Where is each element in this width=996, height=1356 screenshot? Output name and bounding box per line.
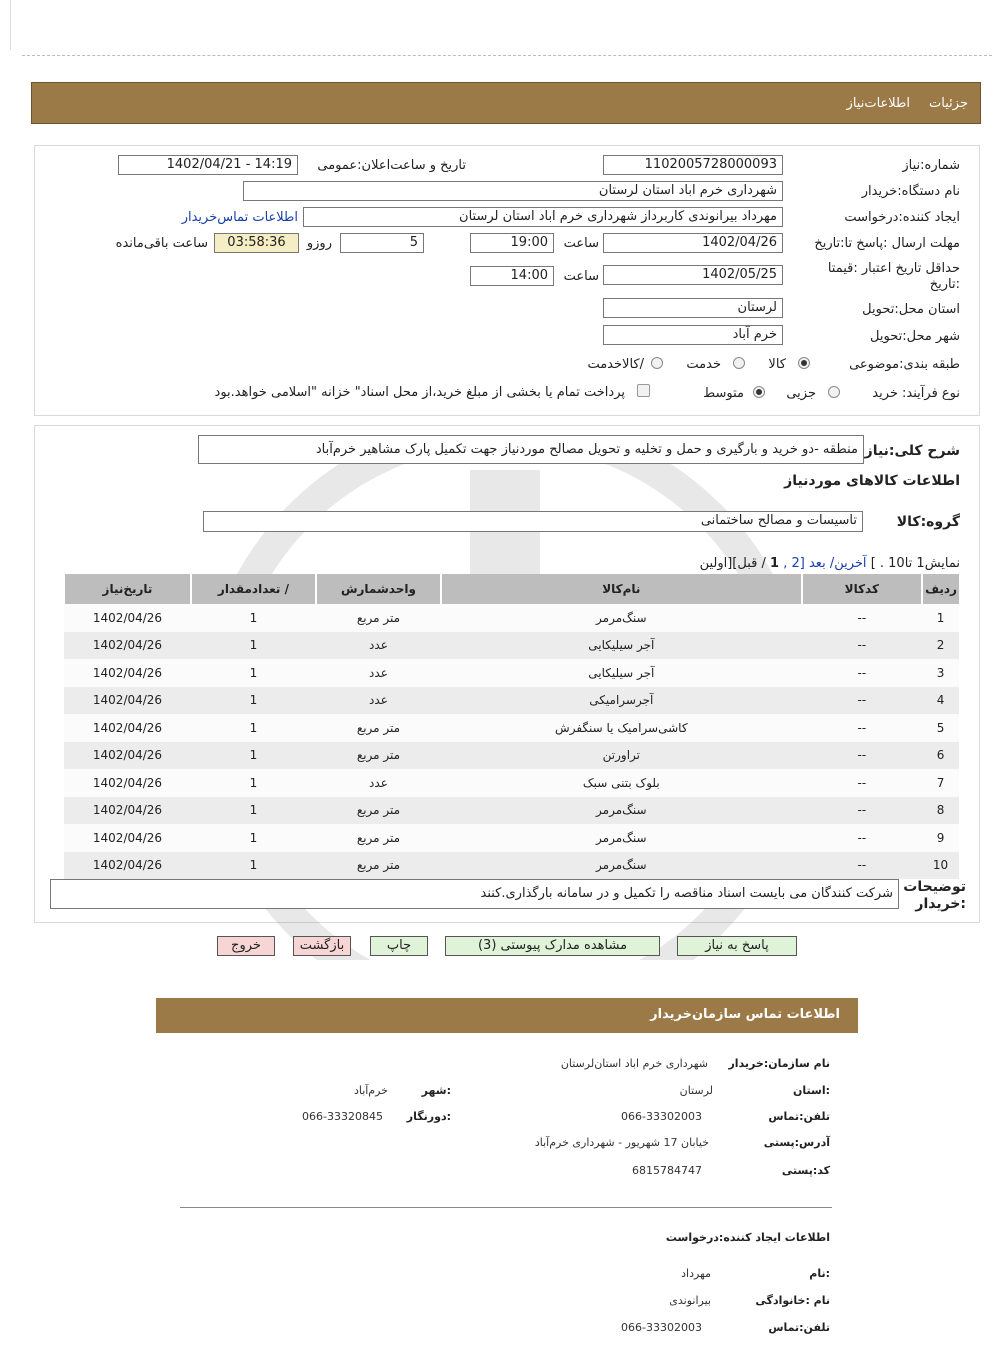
row-date: 1402/04/26 [64,714,191,742]
fax-label: :دورنگار [406,1110,451,1123]
org-value: شهرداری خرم اباد استان‌لرستان [560,1057,708,1070]
validity-time-label: ساعت [563,269,599,284]
row-number: 8 [922,797,959,825]
process-partial-label: جزیی [786,386,816,401]
row-code: -- [802,714,922,742]
validity-label-2: :تاریخ [929,277,960,292]
row-date: 1402/04/26 [64,824,191,852]
header-bar [31,82,981,124]
row-code: -- [802,824,922,852]
row-code: -- [802,797,922,825]
deadline-date-field: 1402/04/26 [603,233,783,253]
pager-prev-first[interactable]: / قبل][اولین [699,556,766,571]
table-row [64,852,959,880]
row-number: 7 [922,769,959,797]
table-row [64,824,959,852]
row-number: 6 [922,742,959,770]
row-date: 1402/04/26 [64,659,191,687]
row-qty: 1 [191,769,316,797]
row-date: 1402/04/26 [64,797,191,825]
row-code: -- [802,632,922,660]
row-number: 1 [922,604,959,632]
process-label: نوع فرآیند: خرید [872,386,960,401]
notes-label: توضیحات [903,879,966,895]
row-name: کاشی‌سرامیک یا سنگفرش [441,714,802,742]
contact-header [156,998,858,1033]
row-code: -- [802,604,922,632]
row-qty: 1 [191,852,316,880]
announce-date-label: تاریخ و ساعت‌اعلان:عمومی [317,158,466,173]
row-number: 3 [922,659,959,687]
deadline-label: مهلت ارسال :پاسخ تا:تاریخ [814,236,960,251]
contact-divider [180,1207,832,1208]
pager-range: نمایش1 تا10 . ] [870,556,960,571]
process-medium-radio[interactable] [753,386,765,398]
process-partial-radio[interactable] [828,386,840,398]
contact-city-value: خرم‌آباد [353,1084,388,1097]
row-date: 1402/04/26 [64,687,191,715]
row-qty: 1 [191,824,316,852]
category-goods-radio[interactable] [798,357,810,369]
table-row [64,714,959,742]
creator-family-label: نام :خانوادگی [755,1294,830,1307]
left-edge-line [10,0,11,50]
buyer-label: نام دستگاه:خریدار [861,184,960,199]
row-qty: 1 [191,797,316,825]
org-label: نام سازمان:خریدار [728,1057,830,1070]
print-button[interactable]: چاپ [370,936,428,956]
table-row [64,797,959,825]
group-label: گروه:کالا [896,514,960,530]
row-name: آجرسرامیکی [441,687,802,715]
pager-last-link[interactable]: آخرین [834,556,867,571]
deadline-time-field: 19:00 [470,233,554,253]
table-header-row [64,574,959,604]
row-qty: 1 [191,742,316,770]
row-qty: 1 [191,604,316,632]
back-button[interactable]: بازگشت [293,936,351,956]
announce-date-field: 1402/04/21 - 14:19 [118,155,298,175]
validity-date-field: 1402/05/25 [603,265,783,285]
row-code: -- [802,742,922,770]
row-number: 4 [922,687,959,715]
creator-label: ایجاد کننده:درخواست [844,210,960,225]
creator-phone-value: 066-33302003 [621,1321,702,1334]
buyer-field: شهرداری خرم اباد استان لرستان [243,181,783,201]
address-value: خیابان 17 شهریور - شهرداری خرم‌آباد [534,1136,709,1149]
row-name: سنگ‌مرمر [441,824,802,852]
row-qty: 1 [191,659,316,687]
pager-next-link[interactable]: / بعد [808,556,835,571]
creator-name-value: مهرداد [681,1267,711,1280]
category-service-radio[interactable] [733,357,745,369]
creator-name-label: :نام [809,1267,830,1280]
contact-province-label: :استان [793,1084,830,1097]
row-number: 10 [922,852,959,880]
col-qty: / تعدادمقدار [191,574,316,604]
contact-title: اطلاعات تماس سازمان‌خریدار [650,1007,840,1022]
fax-value: 066-33320845 [302,1110,383,1123]
table-row [64,769,959,797]
creator-phone-label: تلفن:تماس [768,1321,830,1334]
days-label: روزو [306,236,332,251]
reply-button[interactable]: پاسخ به نیاز [677,936,797,956]
postal-value: 6815784747 [632,1164,702,1177]
row-unit: عدد [316,659,441,687]
category-both-label: /کالاخدمت [587,357,644,372]
col-row: ردیف [922,574,959,604]
row-date: 1402/04/26 [64,632,191,660]
tab-need-info[interactable]: اطلاعات‌نیاز [846,96,910,111]
need-number-label: شماره:نیاز [902,158,960,173]
row-qty: 1 [191,632,316,660]
province-field: لرستان [603,298,783,318]
row-date: 1402/04/26 [64,742,191,770]
goods-table [63,574,959,879]
row-unit: متر مربع [316,742,441,770]
row-number: 2 [922,632,959,660]
days-field: 5 [340,233,424,253]
category-both-radio[interactable] [651,357,663,369]
table-row [64,632,959,660]
group-field: تاسیسات و مصالح ساختمانی [203,511,863,532]
col-date: تاریخ‌نیاز [64,574,191,604]
remaining-time-field: 03:58:36 [214,233,299,253]
col-name: نام‌کالا [441,574,802,604]
row-code: -- [802,659,922,687]
need-number-field: 1102005728000093 [603,155,783,175]
row-code: -- [802,852,922,880]
table-row [64,742,959,770]
top-divider [22,55,992,56]
notes-field: شرکت کنندگان می بایست اسناد مناقصه را تکمیل و در سامانه بارگذاری.کنند [50,879,899,909]
row-qty: 1 [191,687,316,715]
tab-details[interactable]: جزئیات [929,96,968,111]
treasury-payment-checkbox[interactable] [637,384,650,397]
validity-time-field: 14:00 [470,266,554,286]
row-name: تراورتن [441,742,802,770]
row-name: سنگ‌مرمر [441,604,802,632]
row-unit: متر مربع [316,604,441,632]
address-label: آدرس:پستی [763,1136,830,1149]
city-label: شهر محل:تحویل [870,329,960,344]
pager [700,556,960,571]
city-field: خرم آباد [603,325,783,345]
view-documents-button[interactable]: مشاهده مدارک پیوستی (3) [445,936,660,956]
process-medium-label: متوسط [703,386,744,401]
row-name: آجر سیلیکایی [441,632,802,660]
row-unit: عدد [316,769,441,797]
row-unit: عدد [316,632,441,660]
row-date: 1402/04/26 [64,852,191,880]
contact-province-value: لرستان [679,1084,713,1097]
goods-table-wrap [63,574,959,879]
creator-field: مهرداد بیرانوندی کاربرداز شهرداری خرم اباد استان لرستان [303,207,783,227]
pager-current-page: 1 [770,556,780,571]
row-name: سنگ‌مرمر [441,797,802,825]
row-number: 9 [922,824,959,852]
contact-city-label: :شهر [421,1084,451,1097]
row-name: آجر سیلیکایی [441,659,802,687]
notes-label-2: :خریدار [915,896,966,912]
category-label: طبقه بندی:موضوعی [849,357,960,372]
buyer-contact-link[interactable]: اطلاعات تماس‌خریدار [181,210,298,225]
remaining-time-label: ساعت باقی‌مانده [115,236,208,251]
row-unit: متر مربع [316,797,441,825]
phone-label: تلفن:تماس [768,1110,830,1123]
col-unit: واحدشمارش [316,574,441,604]
validity-label: حداقل تاریخ اعتبار :قیمتا [827,261,960,276]
row-unit: متر مربع [316,852,441,880]
table-row [64,659,959,687]
row-qty: 1 [191,714,316,742]
row-number: 5 [922,714,959,742]
phone-value: 066-33302003 [621,1110,702,1123]
province-label: استان محل:تحویل [862,302,960,317]
creator-info-title: اطلاعات ایجاد کننده:درخواست [665,1231,830,1244]
summary-field: منطقه -دو خرید و بارگیری و حمل و تخلیه و تحویل مصالح موردنیاز جهت تکمیل پارک مشاهیر خرم‌آباد [198,435,864,464]
row-name: بلوک بتنی سبک [441,769,802,797]
pager-page-2[interactable]: [2 , [783,556,805,571]
category-goods-label: کالا [768,357,786,372]
category-service-label: خدمت [686,357,721,372]
row-code: -- [802,687,922,715]
creator-family-value: بیرانوندی [669,1294,711,1307]
summary-label: شرح کلی:نیاز [864,443,960,459]
goods-info-title: اطلاعات کالاهای موردنیاز [784,473,960,489]
row-date: 1402/04/26 [64,604,191,632]
table-row [64,604,959,632]
row-unit: متر مربع [316,714,441,742]
row-unit: متر مربع [316,824,441,852]
row-date: 1402/04/26 [64,769,191,797]
table-row [64,687,959,715]
row-name: سنگ‌مرمر [441,852,802,880]
exit-button[interactable]: خروج [217,936,275,956]
postal-label: کد:پستی [781,1164,830,1177]
treasury-payment-note: پرداخت تمام یا بخشی از مبلغ خرید،از محل اسناد" خزانه "اسلامی خواهد.بود [214,385,625,400]
deadline-time-label: ساعت [563,236,599,251]
row-code: -- [802,769,922,797]
row-unit: عدد [316,687,441,715]
col-code: کدکالا [802,574,922,604]
